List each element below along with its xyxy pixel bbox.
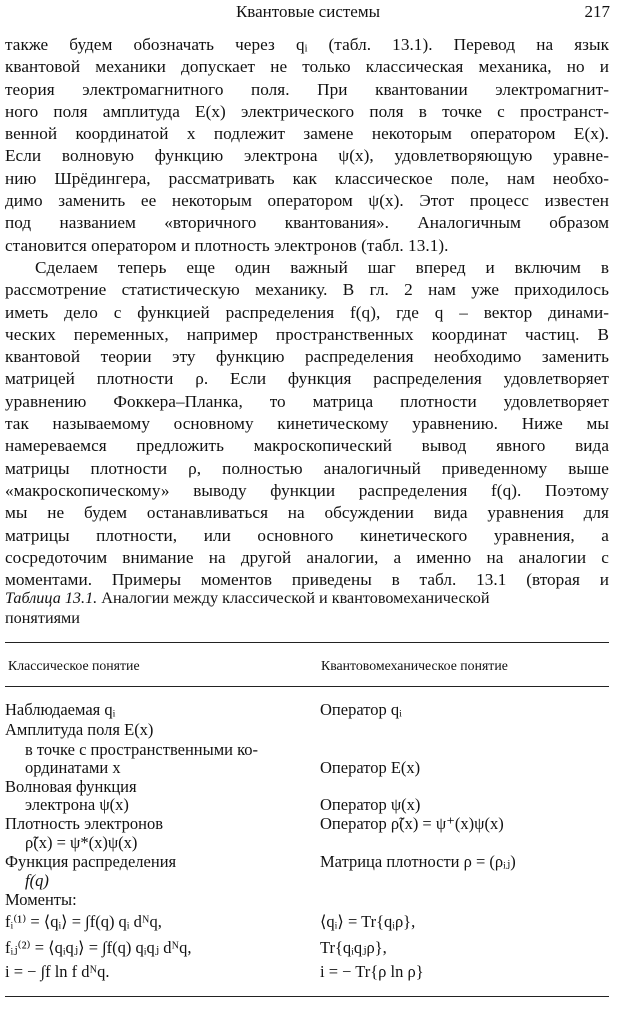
body-line: также будем обозначать через qᵢ (табл. 13.1). Перевод на язык (5, 35, 609, 54)
body-line: так называемому основному кинетическому уравнению. Ниже мы (5, 414, 609, 434)
cell-operator-E: Оператор E(x) (320, 758, 421, 777)
table-top-rule (5, 642, 609, 643)
body-line: Сделаем теперь еще один важный шаг вперед и включим в (35, 257, 609, 277)
body-line: уравнению Фоккера–Планка, то матрица плотности удовлетворяет (5, 391, 609, 411)
body-line: матрицей плотности ρ. Если функция распределения удовлетворяет (5, 369, 609, 389)
body-line: мы не будем останавливаться на обсуждении вида уравнения для (5, 503, 609, 523)
cell-moment-1-quantum: ⟨qᵢ⟩ = Tr{qᵢρ}, (320, 912, 416, 931)
cell-operator-density: Оператор ρ̃(x) = ψ⁺(x)ψ(x) (320, 814, 504, 833)
body-line: Если волновую функцию электрона ψ(x), удовлетворяющую уравне- (5, 146, 609, 166)
running-header (6, 2, 610, 24)
cell-operator-q: Оператор qᵢ (320, 700, 402, 719)
cell-wavefunction: Волновая функция (5, 777, 137, 796)
table-bottom-rule (5, 996, 609, 997)
caption-text: Аналогии между классической и квантовомеханической (101, 589, 490, 607)
cell-operator-psi: Оператор ψ(x) (320, 795, 421, 814)
body-line: становится оператором и плотность электронов (табл. 13.1). (5, 235, 449, 255)
body-line: под названием «вторичного квантования». Аналогичным образом (5, 213, 609, 233)
header-quantum: Квантовомеханическое понятие (321, 658, 508, 673)
body-line: нию Шрёдингера, рассматривать как классическое поле, нам необхо- (5, 168, 609, 188)
cell-density-matrix: Матрица плотности ρ = (ρᵢⱼ) (320, 852, 516, 871)
body-line: иметь дело с функцией распределения f(q), где q – вектор динами- (5, 302, 609, 322)
body-line: ного поля амплитуда E(x) электрического поля в точке с пространст- (5, 101, 609, 121)
cell-in-point: в точке с пространственными ко- (25, 740, 259, 759)
body-line: «макроскопическому» выводу функции распределения f(q). Поэтому (5, 480, 609, 500)
cell-moment-2: fᵢⱼ⁽²⁾ = ⟨qᵢqⱼ⟩ = ∫f(q) qᵢqⱼ dᴺq, (5, 938, 192, 957)
table-header-rule (5, 686, 609, 687)
cell-moment-2-quantum: Tr{qᵢqⱼρ}, (320, 938, 387, 957)
running-title: Квантовые системы (235, 2, 381, 21)
cell-density-formula: ρ̃(x) = ψ*(x)ψ(x) (25, 833, 138, 852)
caption-label: Таблица 13.1. (5, 589, 98, 607)
cell-moment-entropy: i = − ∫f ln f dᴺq. (5, 962, 110, 981)
body-line: теория электромагнитного поля. При квантовании электромагнит- (5, 79, 609, 99)
body-line: квантовой теории эту функцию распределения необходимо заменить (5, 347, 609, 367)
cell-moments: Моменты: (5, 890, 77, 909)
body-line: матрицы плотности, или основного кинетического уравнения, а (5, 525, 609, 545)
body-text (5, 34, 609, 591)
body-line: рассмотрение статистическую механику. В гл. 2 нам уже приходилось (5, 280, 609, 300)
cell-moment-1: fᵢ⁽¹⁾ = ⟨qᵢ⟩ = ∫f(q) qᵢ dᴺq, (5, 912, 162, 931)
body-line: ческих переменных, например пространственных координат частиц. В (5, 324, 609, 344)
body-line: сосредоточим внимание на другой аналогии, а именно на аналогии с (5, 547, 609, 567)
page-number: 217 (584, 2, 610, 21)
cell-observable: Наблюдаемая qᵢ (5, 700, 116, 719)
body-line: намереваемся предложить макроскопический вывод явного вида (5, 436, 609, 456)
body-line: моментами. Примеры моментов приведены в табл. 13.1 (вторая и (5, 570, 609, 590)
cell-distribution: Функция распределения (5, 852, 177, 871)
cell-coords: ординатами x (25, 758, 121, 777)
cell-electron-psi: электрона ψ(x) (25, 795, 129, 814)
table-caption (5, 588, 585, 628)
cell-moment-entropy-quantum: i = − Tr{ρ ln ρ} (320, 962, 424, 981)
body-line: венной координатой x подлежит замене некоторым оператором E(x). (5, 124, 609, 144)
body-line: квантовой механики допускает не только классическая механика, но и (5, 57, 609, 77)
cell-amplitude: Амплитуда поля E(x) (5, 720, 154, 739)
cell-f-q: f(q) (25, 871, 49, 890)
cell-density: Плотность электронов (5, 814, 163, 833)
caption-text-cont: понятиями (5, 609, 80, 627)
header-classical: Классическое понятие (8, 658, 140, 673)
body-line: матрицы плотности ρ, полностью аналогичный приведенному выше (5, 458, 609, 478)
body-line: димо заменить ее некоторым оператором ψ(x). Этот процесс известен (5, 191, 609, 211)
